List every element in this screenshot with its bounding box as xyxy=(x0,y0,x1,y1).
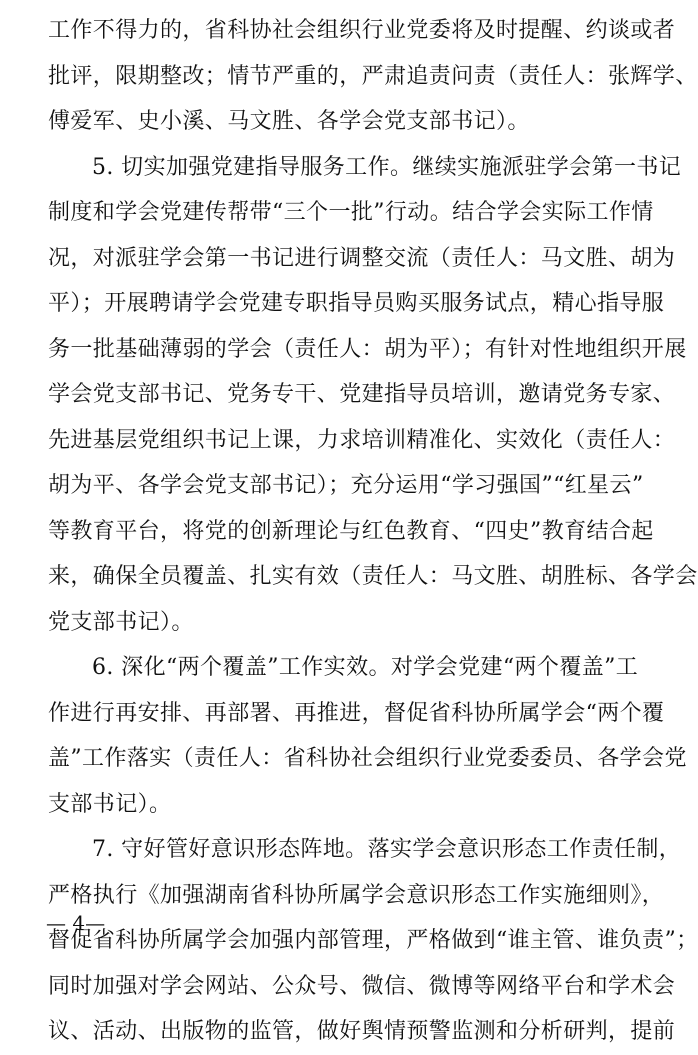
text-line: 等教育平台，将党的创新理论与红色教育、“四史”教育结合起 xyxy=(48,518,654,544)
text-line: 务一批基础薄弱的学会（责任人：胡为平）；有针对性地组织开展 xyxy=(48,336,687,362)
text-line: 制度和学会党建传帮带“三个一批”行动。结合学会实际工作情 xyxy=(48,200,654,225)
text-line: 督促省科协所属学会加强内部管理，严格做到“谁主管、谁负责”； xyxy=(48,928,698,953)
text-line: 议、活动、出版物的监管，做好舆情预警监测和分析研判，提前 xyxy=(48,1019,676,1044)
text-line: 批评，限期整改；情节严重的，严肃追责问责（责任人：张辉学、 xyxy=(48,63,698,89)
text-line: 作进行再安排、再部署、再推进，督促省科协所属学会“两个覆 xyxy=(48,700,665,726)
document-body xyxy=(48,8,698,1055)
text-line: 支部书记）。 xyxy=(48,791,172,817)
text-line: 盖”工作落实（责任人：省科协社会组织行业党委委员、各学会党 xyxy=(48,746,687,771)
text-line: 傅爱军、史小溪、马文胜、各学会党支部书记）。 xyxy=(48,109,530,134)
text-line: 平）；开展聘请学会党建专职指导员购买服务试点，精心指导服 xyxy=(48,291,665,316)
paragraph-7-heading-line: 7. 守好管好意识形态阵地。落实学会意识形态工作责任制， xyxy=(92,837,682,862)
text-line: 党支部书记）。 xyxy=(48,609,194,635)
text-line: 胡为平、各学会党支部书记）；充分运用“学习强国”“红星云” xyxy=(48,473,644,498)
text-line: 况，对派驻学会第一书记进行调整交流（责任人：马文胜、胡为 xyxy=(48,245,676,271)
text-line: 来，确保全员覆盖、扎实有效（责任人：马文胜、胡胜标、各学会 xyxy=(48,564,698,589)
text-line: 工作不得力的，省科协社会组织行业党委将及时提醒、约谈或者 xyxy=(48,18,676,43)
text-line: 学会党支部书记、党务专干、党建指导员培训，邀请党务专家、 xyxy=(48,382,676,407)
text-line: 先进基层党组织书记上课，力求培训精准化、实效化（责任人： xyxy=(48,427,676,453)
text-line: 严格执行《加强湖南省科协所属学会意识形态工作实施细则》， xyxy=(48,882,665,908)
text-line: 同时加强对学会网站、公众号、微信、微博等网络平台和学术会 xyxy=(48,973,676,999)
paragraph-6-heading-line: 6. 深化“两个覆盖”工作实效。对学会党建“两个覆盖”工 xyxy=(92,655,639,680)
paragraph-5-heading-line: 5. 切实加强党建指导服务工作。继续实施派驻学会第一书记 xyxy=(92,154,682,180)
page-number: — 4— xyxy=(46,911,106,935)
